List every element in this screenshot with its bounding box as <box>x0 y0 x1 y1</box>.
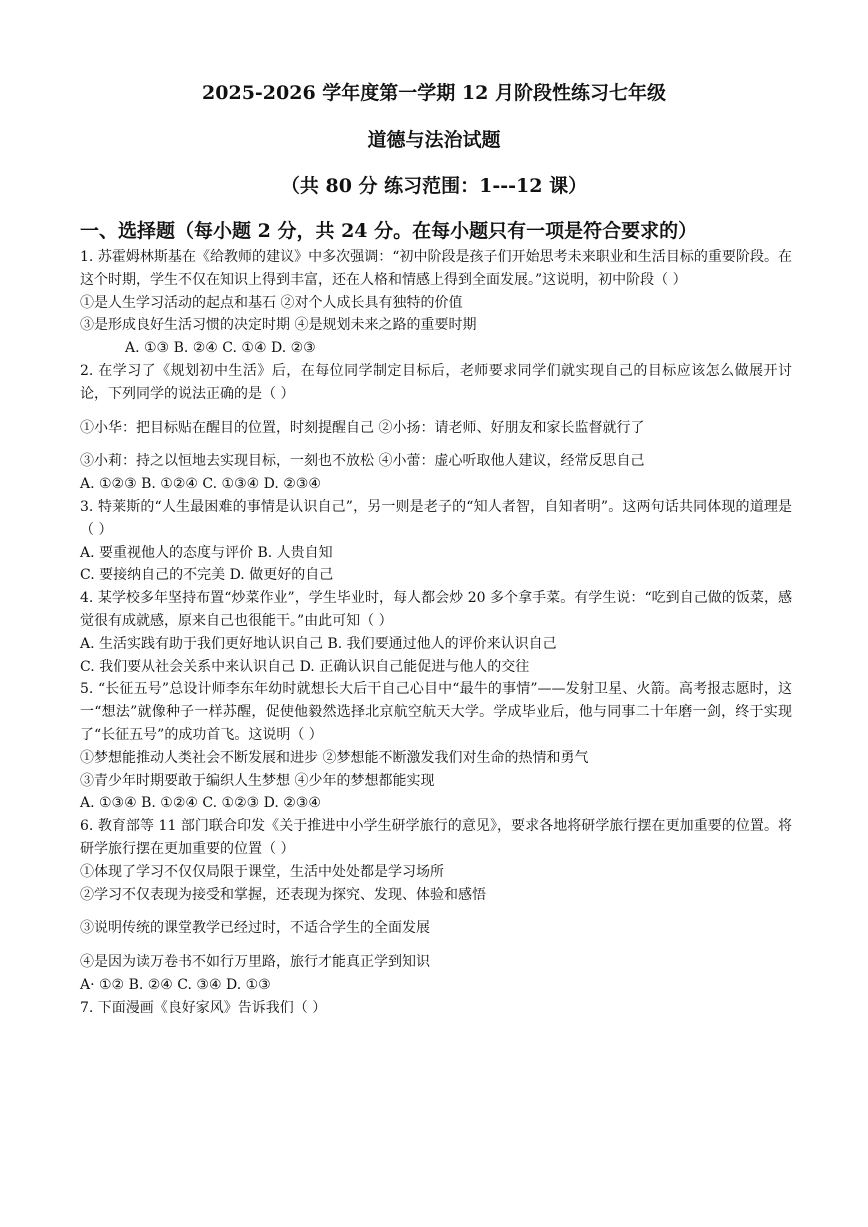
question-item: ①体现了学习不仅仅局限于课堂，生活中处处都是学习场所 <box>80 863 444 880</box>
exam-title: 2025-2026 学年度第一学期 12 月阶段性练习七年级 <box>202 82 666 104</box>
question-item: ①是人生学习活动的起点和基石 ②对个人成长具有独特的价值 <box>80 294 463 311</box>
question-stem: 2. 在学习了《规划初中生活》后，在每位同学制定目标后，老师要求同学们就实现自己的目标应该怎么做展开讨论，下列同学的说法正确的是（ ） <box>80 362 792 402</box>
question-item: A. 要重视他人的态度与评价 B. 人贵自知 <box>80 544 333 561</box>
question-stem: 3. 特莱斯的“人生最困难的事情是认识自己”，另一则是老子的“知人者智，自知者明”。这两句话共同体现的道理是（ ） <box>80 498 792 538</box>
question-options: A. ①③④ B. ①②④ C. ①②③ D. ②③④ <box>80 795 321 812</box>
question-item: C. 我们要从社会关系中来认识自己 D. 正确认识自己能促进与他人的交往 <box>80 658 530 675</box>
question-item: C. 要接纳自己的不完美 D. 做更好的自己 <box>80 567 334 584</box>
question-stem: 7. 下面漫画《良好家风》告诉我们（ ） <box>80 999 327 1016</box>
question-stem: 4. 某学校多年坚持布置“炒菜作业”，学生毕业时，每人都会炒 20 多个拿手菜。有学生说：“吃到自己做的饭菜，感觉很有成就感，原来自己也很能干。”由此可知（ ） <box>80 590 792 629</box>
question-item: ③青少年时期要敢于编织人生梦想 ④少年的梦想都能实现 <box>80 772 435 789</box>
question-item: ③是形成良好生活习惯的决定时期 ④是规划未来之路的重要时期 <box>80 317 477 334</box>
question-item: ③小莉：持之以恒地去实现目标，一刻也不放松 ④小蕾：虚心听取他人建议，经常反思自己 <box>80 453 645 470</box>
subject-title: 道德与法治试题 <box>367 129 501 151</box>
question-item: ③说明传统的课堂教学已经过时，不适合学生的全面发展 <box>80 920 430 937</box>
question-options: A. ①③ B. ②④ C. ①④ D. ②③ <box>125 340 316 357</box>
question-options: A· ①② B. ②④ C. ③④ D. ①③ <box>80 976 271 993</box>
question-stem: 5. “长征五号”总设计师李东年幼时就想长大后干自己心目中“最牛的事情”——发射卫星、火箭。高考报志愿时，这一“想法”就像种子一样苏醒，促使他毅然选择北京航空航天大学。学成毕业后，他与同事二十年磨一剑，终于实现了“长征五号”的成功首飞。这说明（ ） <box>80 681 792 743</box>
question-stem: 6. 教育部等 11 部门联合印发《关于推进中小学生研学旅行的意见》，要求各地将研学旅行摆在更加重要的位置。将研学旅行摆在更加重要的位置（ ） <box>80 818 792 857</box>
question-item: ①小华：把目标贴在醒目的位置，时刻提醒自己 ②小扬：请老师、好朋友和家长监督就行了 <box>80 419 645 436</box>
question-item: A. 生活实践有助于我们更好地认识自己 B. 我们要通过他人的评价来认识自己 <box>80 635 557 652</box>
question-list <box>80 246 792 1020</box>
question-item: ②学习不仅表现为接受和掌握，还表现为探究、发现、体验和感悟 <box>80 886 486 903</box>
score-range-line: （共 80 分 练习范围：1---12 课） <box>280 175 588 197</box>
question-options: A. ①②③ B. ①②④ C. ①③④ D. ②③④ <box>80 476 321 493</box>
question-item: ④是因为读万卷书不如行万里路，旅行才能真正学到知识 <box>80 954 430 971</box>
question-item: ①梦想能推动人类社会不断发展和进步 ②梦想能不断激发我们对生命的热情和勇气 <box>80 749 589 766</box>
section-heading: 一、选择题（每小题 2 分，共 24 分。在每小题只有一项是符合要求的） <box>80 220 698 242</box>
question-stem: 1. 苏霍姆林斯基在《给教师的建议》中多次强调：“初中阶段是孩子们开始思考未来职业和生活目标的重要阶段。在这个时期，学生不仅在知识上得到丰富，还在人格和情感上得到全面发展。”这说明，初中阶段（ ） <box>80 249 792 288</box>
